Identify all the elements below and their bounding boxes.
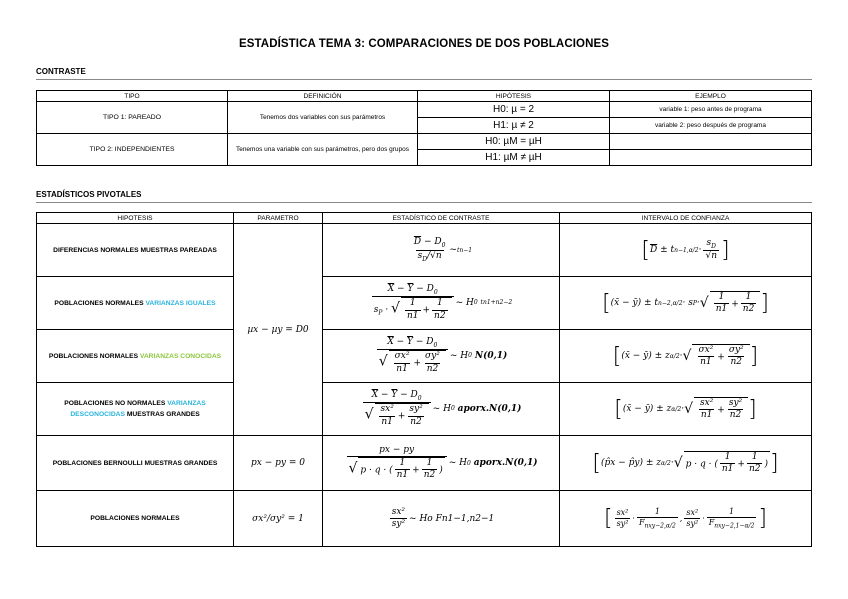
hip-row-2: POBLACIONES NORMALES VARIANZAS IGUALES bbox=[37, 277, 234, 330]
tipo-1: TIPO 1: PAREADO bbox=[37, 102, 228, 134]
ci-row-2: [ (x̄ − ȳ) ± t n−2,α/2 · s P · √ $\frac{1}{n1}$ + $\frac{1}{n2}$ ] bbox=[560, 277, 812, 330]
stat-row-6: $\frac{\text{sx²}}{\text{sy²}}$ ~ Ho Fn1−1,n2−1 bbox=[323, 491, 560, 547]
col-estadistico: ESTADÍSTICO DE CONTRASTE bbox=[323, 213, 560, 224]
tipo-2: TIPO 2: INDEPENDIENTES bbox=[37, 134, 228, 166]
stat-row-1: $\frac{\overline{D} - D_0}{s_D/√n}$ ~ tn−1 bbox=[323, 224, 560, 277]
stat-row-3: $\overline{X} - \overline{Y} - D_0$ √ $\frac{\text{σx²}}{n1}$ + $\frac{\text{σy²}}{n2}$ ~ H 0 N(0,1) bbox=[323, 330, 560, 383]
h1-2: H1: µM ≠ µH bbox=[418, 150, 610, 166]
col-hipotesis-piv: HIPOTESIS bbox=[37, 213, 234, 224]
stat-row-5: px − py √ p · q · ( $\frac{1}{n1}$ + $\frac{1}{n2}$ ) ~ H 0 aporx.N(0,1) bbox=[323, 436, 560, 491]
param-shared: µx − µy = D0 bbox=[234, 224, 323, 436]
param-bernoulli: px − py = 0 bbox=[234, 436, 323, 491]
hip-row-3: POBLACIONES NORMALES VARIANZAS CONOCIDAS bbox=[37, 330, 234, 383]
ci-row-3: [ (x̄ − ȳ) ± z α/2 · √ $\frac{\text{σx²}}{n1}$ + $\frac{\text{σy²}}{n2}$ ] bbox=[560, 330, 812, 383]
stat-row-2: $\overline{X} - \overline{Y} - D_0$ $s_P$ · √ $\frac{1}{n1}$ + $\frac{1}{n2}$ ~ H 0 tn1+n2−2 bbox=[323, 277, 560, 330]
col-intervalo: INTERVALO DE CONFIANZA bbox=[560, 213, 812, 224]
hip-row-1: DIFERENCIAS NORMALES MUESTRAS PAREADAS bbox=[37, 224, 234, 277]
pivotales-heading: ESTADÍSTICOS PIVOTALES bbox=[36, 190, 812, 203]
ejemplo-2a bbox=[610, 134, 812, 150]
pivotales-table bbox=[36, 212, 812, 547]
col-hipotesis: HIPÓTESIS bbox=[418, 91, 610, 102]
hip-row-4: POBLACIONES NO NORMALES VARIANZAS DESCONOCIDAS MUESTRAS GRANDES bbox=[37, 383, 234, 436]
hip-row-5: POBLACIONES BERNOULLI MUESTRAS GRANDES bbox=[37, 436, 234, 491]
definicion-1: Tenemos dos variables con sus parámetros bbox=[228, 102, 418, 134]
col-ejemplo: EJEMPLO bbox=[610, 91, 812, 102]
stat-row-4: $\overline{X} - \overline{Y} - D_0$ √ $\frac{\text{sx²}}{n1}$ + $\frac{\text{sy²}}{n2}$ ~ H 0 aporx.N(0,1) bbox=[323, 383, 560, 436]
ci-row-1: [ $\overline{D}$ ± t n−1,α/2 · $\frac{s_D}{√n}$ ] bbox=[560, 224, 812, 277]
h1-1: H1: µ ≠ 2 bbox=[418, 118, 610, 134]
col-definicion: DEFINICIÓN bbox=[228, 91, 418, 102]
h0-1: H0: µ = 2 bbox=[418, 102, 610, 118]
col-parametro: PARAMETRO bbox=[234, 213, 323, 224]
definicion-2: Tenemos una variable con sus parámetros, pero dos grupos bbox=[228, 134, 418, 166]
h0-2: H0: µM = µH bbox=[418, 134, 610, 150]
page-title: ESTADÍSTICA TEMA 3: COMPARACIONES DE DOS POBLACIONES bbox=[238, 38, 610, 50]
ci-row-6: [ $\frac{\text{sx²}}{\text{sy²}}$ · $\frac{1}{F_{nxy-2,\alpha/2}}$ , $\frac{\text{sx²}}{\text{sy²}}$ · $\frac{1}{F_{nxy-2,1-\alpha/2}}$ ] bbox=[560, 491, 812, 547]
hip-row-6: POBLACIONES NORMALES bbox=[37, 491, 234, 547]
contraste-heading: CONTRASTE bbox=[36, 67, 812, 80]
ejemplo-2b bbox=[610, 150, 812, 166]
ejemplo-1a: variable 1: peso antes de programa bbox=[610, 102, 812, 118]
ci-row-5: [ (p̂x − p̂y) ± z α/2 · √ p · q · ( $\frac{1}{n1}$ + $\frac{1}{n2}$ ) ] bbox=[560, 436, 812, 491]
contraste-table bbox=[36, 90, 812, 166]
ci-row-4: [ (x̄ − ȳ) ± z α/2 · √ $\frac{\text{sx²}}{n1}$ + $\frac{\text{sy²}}{n2}$ ] bbox=[560, 383, 812, 436]
col-tipo: TIPO bbox=[37, 91, 228, 102]
ejemplo-1b: variable 2: peso después de programa bbox=[610, 118, 812, 134]
param-normal: σx²/σy² = 1 bbox=[234, 491, 323, 547]
